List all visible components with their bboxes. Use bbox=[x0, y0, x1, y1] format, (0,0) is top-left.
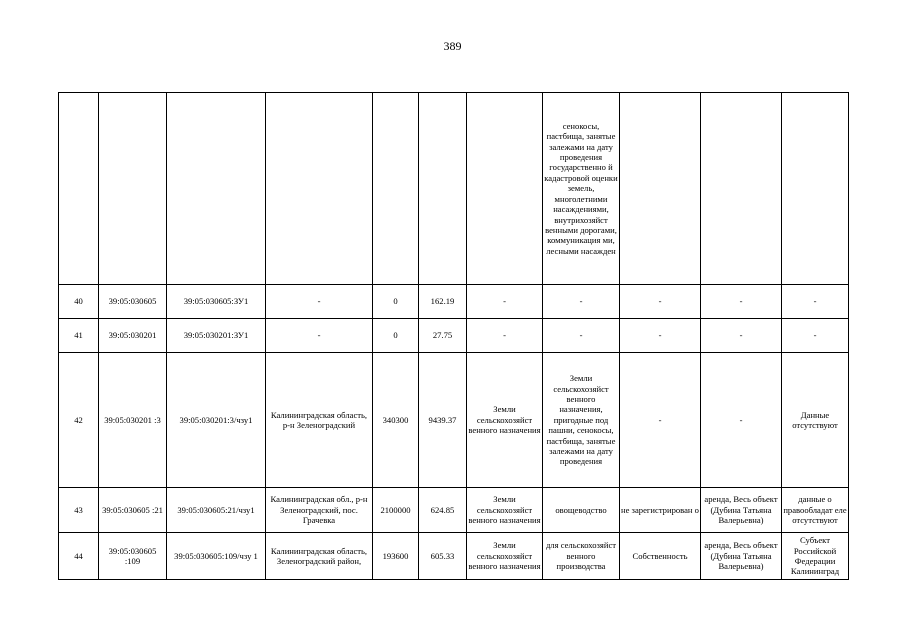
cell-right: Собственность bbox=[620, 533, 701, 580]
cell-right: - bbox=[620, 319, 701, 353]
cell-address: - bbox=[266, 319, 373, 353]
cell-right: - bbox=[620, 353, 701, 488]
cell-area-plan: 0 bbox=[373, 319, 419, 353]
cell-num: 42 bbox=[59, 353, 99, 488]
cell-cad-number: 39:05:030201:ЗУ1 bbox=[167, 319, 266, 353]
cell-kvartal: 39:05:030201 :3 bbox=[99, 353, 167, 488]
cell-kvartal bbox=[99, 93, 167, 285]
cell-address: Калининградская обл., р-н Зеленоградский, пос. Грачевка bbox=[266, 488, 373, 533]
cell-encumbrance: - bbox=[782, 319, 849, 353]
table-row bbox=[59, 488, 849, 533]
cell-kvartal: 39:05:030605 :21 bbox=[99, 488, 167, 533]
page-number: 389 bbox=[443, 39, 462, 53]
cell-holder: - bbox=[701, 285, 782, 319]
cell-cad-number: 39:05:030605:ЗУ1 bbox=[167, 285, 266, 319]
cell-cad-number bbox=[167, 93, 266, 285]
cell-address: Калининградская область, Зеленоградский район, bbox=[266, 533, 373, 580]
cell-cad-number: 39:05:030201:3/чзу1 bbox=[167, 353, 266, 488]
cell-kvartal: 39:05:030605 bbox=[99, 285, 167, 319]
table-row bbox=[59, 353, 849, 488]
cell-cad-number: 39:05:030605:109/чзу 1 bbox=[167, 533, 266, 580]
cell-use: - bbox=[543, 319, 620, 353]
cell-holder: аренда, Весь объект (Дубина Татьяна Валерьевна) bbox=[701, 488, 782, 533]
table-row bbox=[59, 319, 849, 353]
cell-holder: аренда, Весь объект (Дубина Татьяна Валерьевна) bbox=[701, 533, 782, 580]
cell-holder: - bbox=[701, 319, 782, 353]
cell-use: сенокосы, пастбища, занятые залежами на дату проведения государственно й кадастровой оценки земель, многолетними насаждениями, внутрихозяйст венными дорогами, коммуникация ми, лесными насажден bbox=[543, 93, 620, 285]
cell-category: Земли сельскохозяйст венного назначения bbox=[467, 533, 543, 580]
cell-holder bbox=[701, 93, 782, 285]
cell-right: не зарегистрирован о bbox=[620, 488, 701, 533]
cell-num: 40 bbox=[59, 285, 99, 319]
cell-num bbox=[59, 93, 99, 285]
cell-use: - bbox=[543, 285, 620, 319]
cell-area-fact bbox=[419, 93, 467, 285]
cell-address: Калининградская область, р-н Зеленоградский bbox=[266, 353, 373, 488]
cell-area-plan: 0 bbox=[373, 285, 419, 319]
cell-num: 44 bbox=[59, 533, 99, 580]
cell-encumbrance: Данные отсутствуют bbox=[782, 353, 849, 488]
cell-use: овощеводство bbox=[543, 488, 620, 533]
cell-category: Земли сельскохозяйст венного назначения bbox=[467, 488, 543, 533]
land-plots-table bbox=[58, 92, 849, 580]
cell-area-fact: 9439.37 bbox=[419, 353, 467, 488]
cell-use: Земли сельскохозяйст венного назначения, пригодные под пашни, сенокосы, пастбища, занятые залежами на дату проведения bbox=[543, 353, 620, 488]
table-row bbox=[59, 285, 849, 319]
cell-area-fact: 624.85 bbox=[419, 488, 467, 533]
cell-area-plan: 340300 bbox=[373, 353, 419, 488]
cell-num: 41 bbox=[59, 319, 99, 353]
cell-area-fact: 27.75 bbox=[419, 319, 467, 353]
cell-category: Земли сельскохозяйст венного назначения bbox=[467, 353, 543, 488]
cell-address: - bbox=[266, 285, 373, 319]
cell-category bbox=[467, 93, 543, 285]
cell-category: - bbox=[467, 319, 543, 353]
cell-num: 43 bbox=[59, 488, 99, 533]
cell-holder: - bbox=[701, 353, 782, 488]
cell-encumbrance: - bbox=[782, 285, 849, 319]
cell-kvartal: 39:05:030201 bbox=[99, 319, 167, 353]
cell-right: - bbox=[620, 285, 701, 319]
table-row bbox=[59, 533, 849, 580]
cell-kvartal: 39:05:030605 :109 bbox=[99, 533, 167, 580]
cell-area-plan bbox=[373, 93, 419, 285]
cell-area-plan: 193600 bbox=[373, 533, 419, 580]
cell-encumbrance: Субъект Российской Федерации Калининград bbox=[782, 533, 849, 580]
cell-use: для сельскохозяйст венного производства bbox=[543, 533, 620, 580]
cell-area-fact: 605.33 bbox=[419, 533, 467, 580]
cell-address bbox=[266, 93, 373, 285]
cell-encumbrance bbox=[782, 93, 849, 285]
cell-area-plan: 2100000 bbox=[373, 488, 419, 533]
cell-right bbox=[620, 93, 701, 285]
cell-area-fact: 162.19 bbox=[419, 285, 467, 319]
cell-category: - bbox=[467, 285, 543, 319]
cell-encumbrance: данные о правообладат еле отсутствуют bbox=[782, 488, 849, 533]
table-row-continuation bbox=[59, 93, 849, 285]
cell-cad-number: 39:05:030605:21/чзу1 bbox=[167, 488, 266, 533]
